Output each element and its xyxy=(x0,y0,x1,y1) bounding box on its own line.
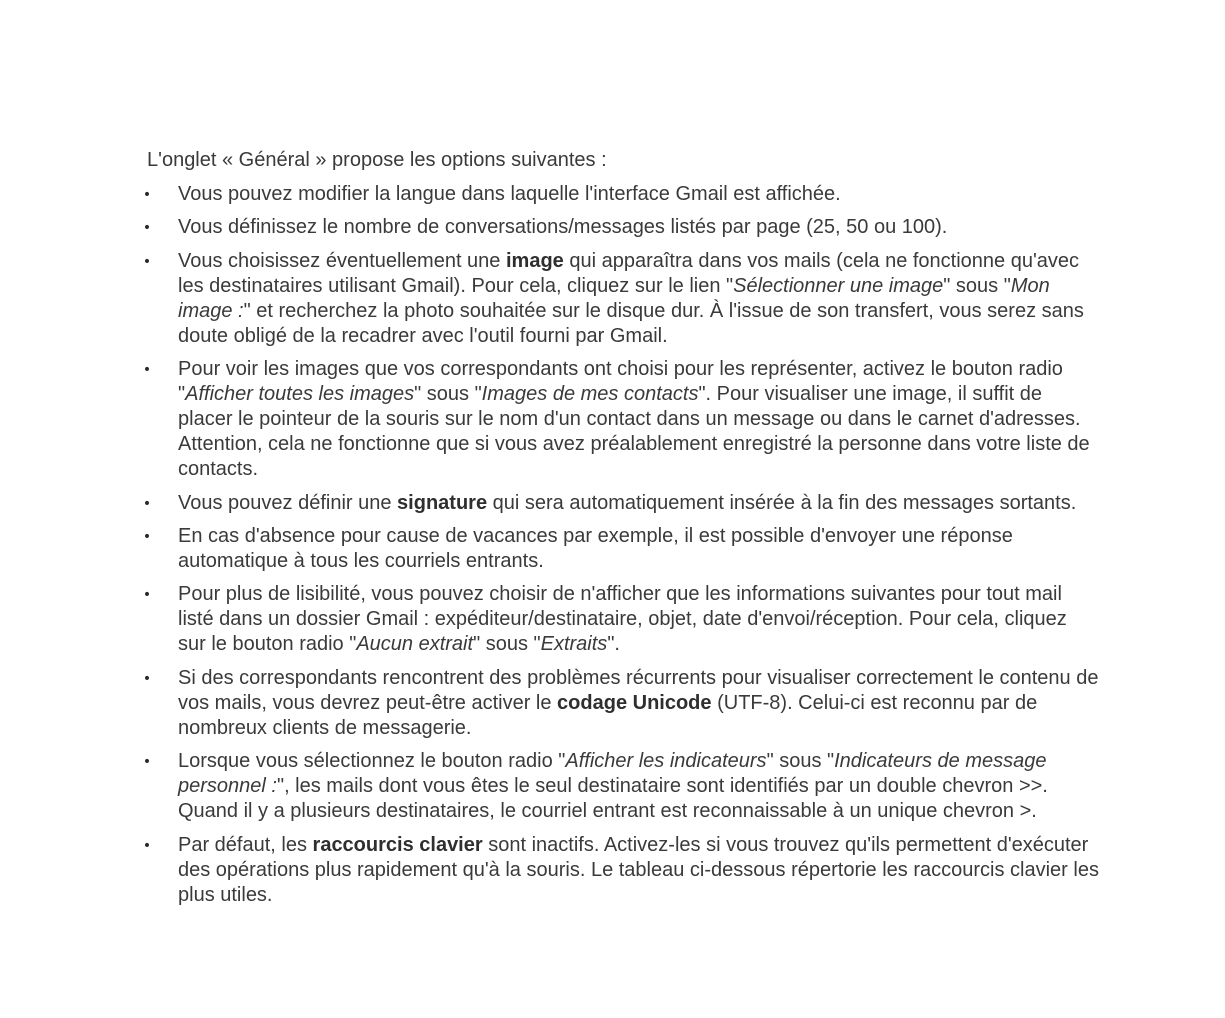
list-item-text xyxy=(178,524,1100,574)
text-run: " sous " xyxy=(414,383,482,406)
text-run: Si des correspondants rencontrent des problèmes récurrents pour visualiser correctement le contenu de vos mails, vous devrez peut-être activer le xyxy=(178,666,1099,714)
italic-term: Mon image : xyxy=(178,274,1050,322)
list-item-text xyxy=(178,666,1100,741)
list-item-text xyxy=(178,182,1100,207)
text-run: qui sera automatiquement insérée à la fin des messages sortants. xyxy=(487,491,1077,514)
bullet-icon xyxy=(140,249,154,275)
list-item-text xyxy=(178,249,1100,349)
text-run: Par défaut, les xyxy=(178,833,313,856)
list-item-text xyxy=(178,357,1100,482)
list-item xyxy=(140,833,1100,908)
list-item xyxy=(140,524,1100,574)
text-run: " sous " xyxy=(943,274,1011,297)
text-run: sont inactifs. Activez-les si vous trouvez qu'ils permettent d'exécuter des opérations plus rapidement qu'à la souris. Le tableau ci-dessous répertorie les raccourcis clavier les plus utiles. xyxy=(178,833,1099,906)
text-run: Pour voir les images que vos correspondants ont choisi pour les représenter, activez le bouton radio " xyxy=(178,358,1063,406)
list-item xyxy=(140,357,1100,482)
bullet-icon xyxy=(140,749,154,775)
italic-term: Images de mes contacts xyxy=(481,383,699,406)
list-item xyxy=(140,666,1100,741)
text-run: qui apparaîtra dans vos mails (cela ne fonctionne qu'avec les destinataires utilisant Gmail). Pour cela, cliquez sur le lien " xyxy=(178,249,1080,297)
bullet-icon xyxy=(140,833,154,859)
bullet-icon xyxy=(140,582,154,608)
list-item xyxy=(140,582,1100,657)
bold-term: raccourcis clavier xyxy=(312,833,483,856)
list-item-text xyxy=(178,833,1100,908)
list-item-text xyxy=(178,582,1100,657)
list-item-text xyxy=(178,749,1100,824)
italic-term: Extraits xyxy=(540,633,608,656)
text-run: " et recherchez la photo souhaitée sur le disque dur. À l'issue de son transfert, vous serez sans doute obligé de la recadrer avec l'outil fourni par Gmail. xyxy=(178,299,1084,347)
bullet-icon xyxy=(140,182,154,208)
text-run: (UTF-8). Celui-ci est reconnu par de nombreux clients de messagerie. xyxy=(178,691,1038,739)
text-run: Pour plus de lisibilité, vous pouvez choisir de n'afficher que les informations suivantes pour tout mail listé dans un dossier Gmail : expéditeur/destinataire, objet, date d'envoi/réception. Pour cela, cliquez sur le bouton radio " xyxy=(178,583,1067,656)
bullet-icon xyxy=(140,357,154,383)
text-run: ", les mails dont vous êtes le seul destinataire sont identifiés par un double chevron >>. Quand il y a plusieurs destinataires, le courriel entrant est reconnaissable à un unique chevron >. xyxy=(178,775,1048,823)
bullet-icon xyxy=(140,491,154,517)
text-run: ". xyxy=(607,633,620,656)
list-item-text xyxy=(178,491,1100,516)
list-item xyxy=(140,491,1100,516)
list-item-text xyxy=(178,215,1100,240)
bullet-icon xyxy=(140,215,154,241)
list-item xyxy=(140,215,1100,240)
italic-term: Sélectionner une image xyxy=(733,274,944,297)
bullet-icon xyxy=(140,524,154,550)
intro-paragraph: L'onglet « Général » propose les options suivantes : xyxy=(147,149,607,171)
text-run: Vous pouvez définir une xyxy=(178,491,398,514)
italic-term: Indicateurs de message personnel : xyxy=(178,750,1047,798)
italic-term: Aucun extrait xyxy=(356,633,474,656)
options-bullet-list xyxy=(140,182,1100,916)
bold-term: signature xyxy=(397,491,488,514)
text-run: " sous " xyxy=(766,750,835,773)
list-item xyxy=(140,749,1100,824)
bold-term: image xyxy=(505,249,564,272)
bullet-icon xyxy=(140,666,154,692)
bold-term: codage Unicode xyxy=(557,691,712,714)
italic-term: Afficher les indicateurs xyxy=(565,750,767,773)
text-run: Vous définissez le nombre de conversations/messages listés par page (25, 50 ou 100). xyxy=(178,216,948,239)
text-run: " sous " xyxy=(473,633,541,656)
text-run: Lorsque vous sélectionnez le bouton radio " xyxy=(178,750,566,773)
italic-term: Afficher toutes les images xyxy=(185,383,415,406)
list-item xyxy=(140,182,1100,207)
text-run: Vous choisissez éventuellement une xyxy=(178,249,506,272)
text-run: Vous pouvez modifier la langue dans laquelle l'interface Gmail est affichée. xyxy=(178,183,841,205)
list-item xyxy=(140,249,1100,349)
text-run: ". Pour visualiser une image, il suffit de placer le pointeur de la souris sur le nom d'un contact dans un message ou dans le carnet d'adresses. Attention, cela ne fonctionne que si vous avez préalablement enregistré la personne dans votre liste de contacts. xyxy=(178,383,1090,481)
text-run: En cas d'absence pour cause de vacances par exemple, il est possible d'envoyer une réponse automatique à tous les courriels entrants. xyxy=(178,524,1013,572)
